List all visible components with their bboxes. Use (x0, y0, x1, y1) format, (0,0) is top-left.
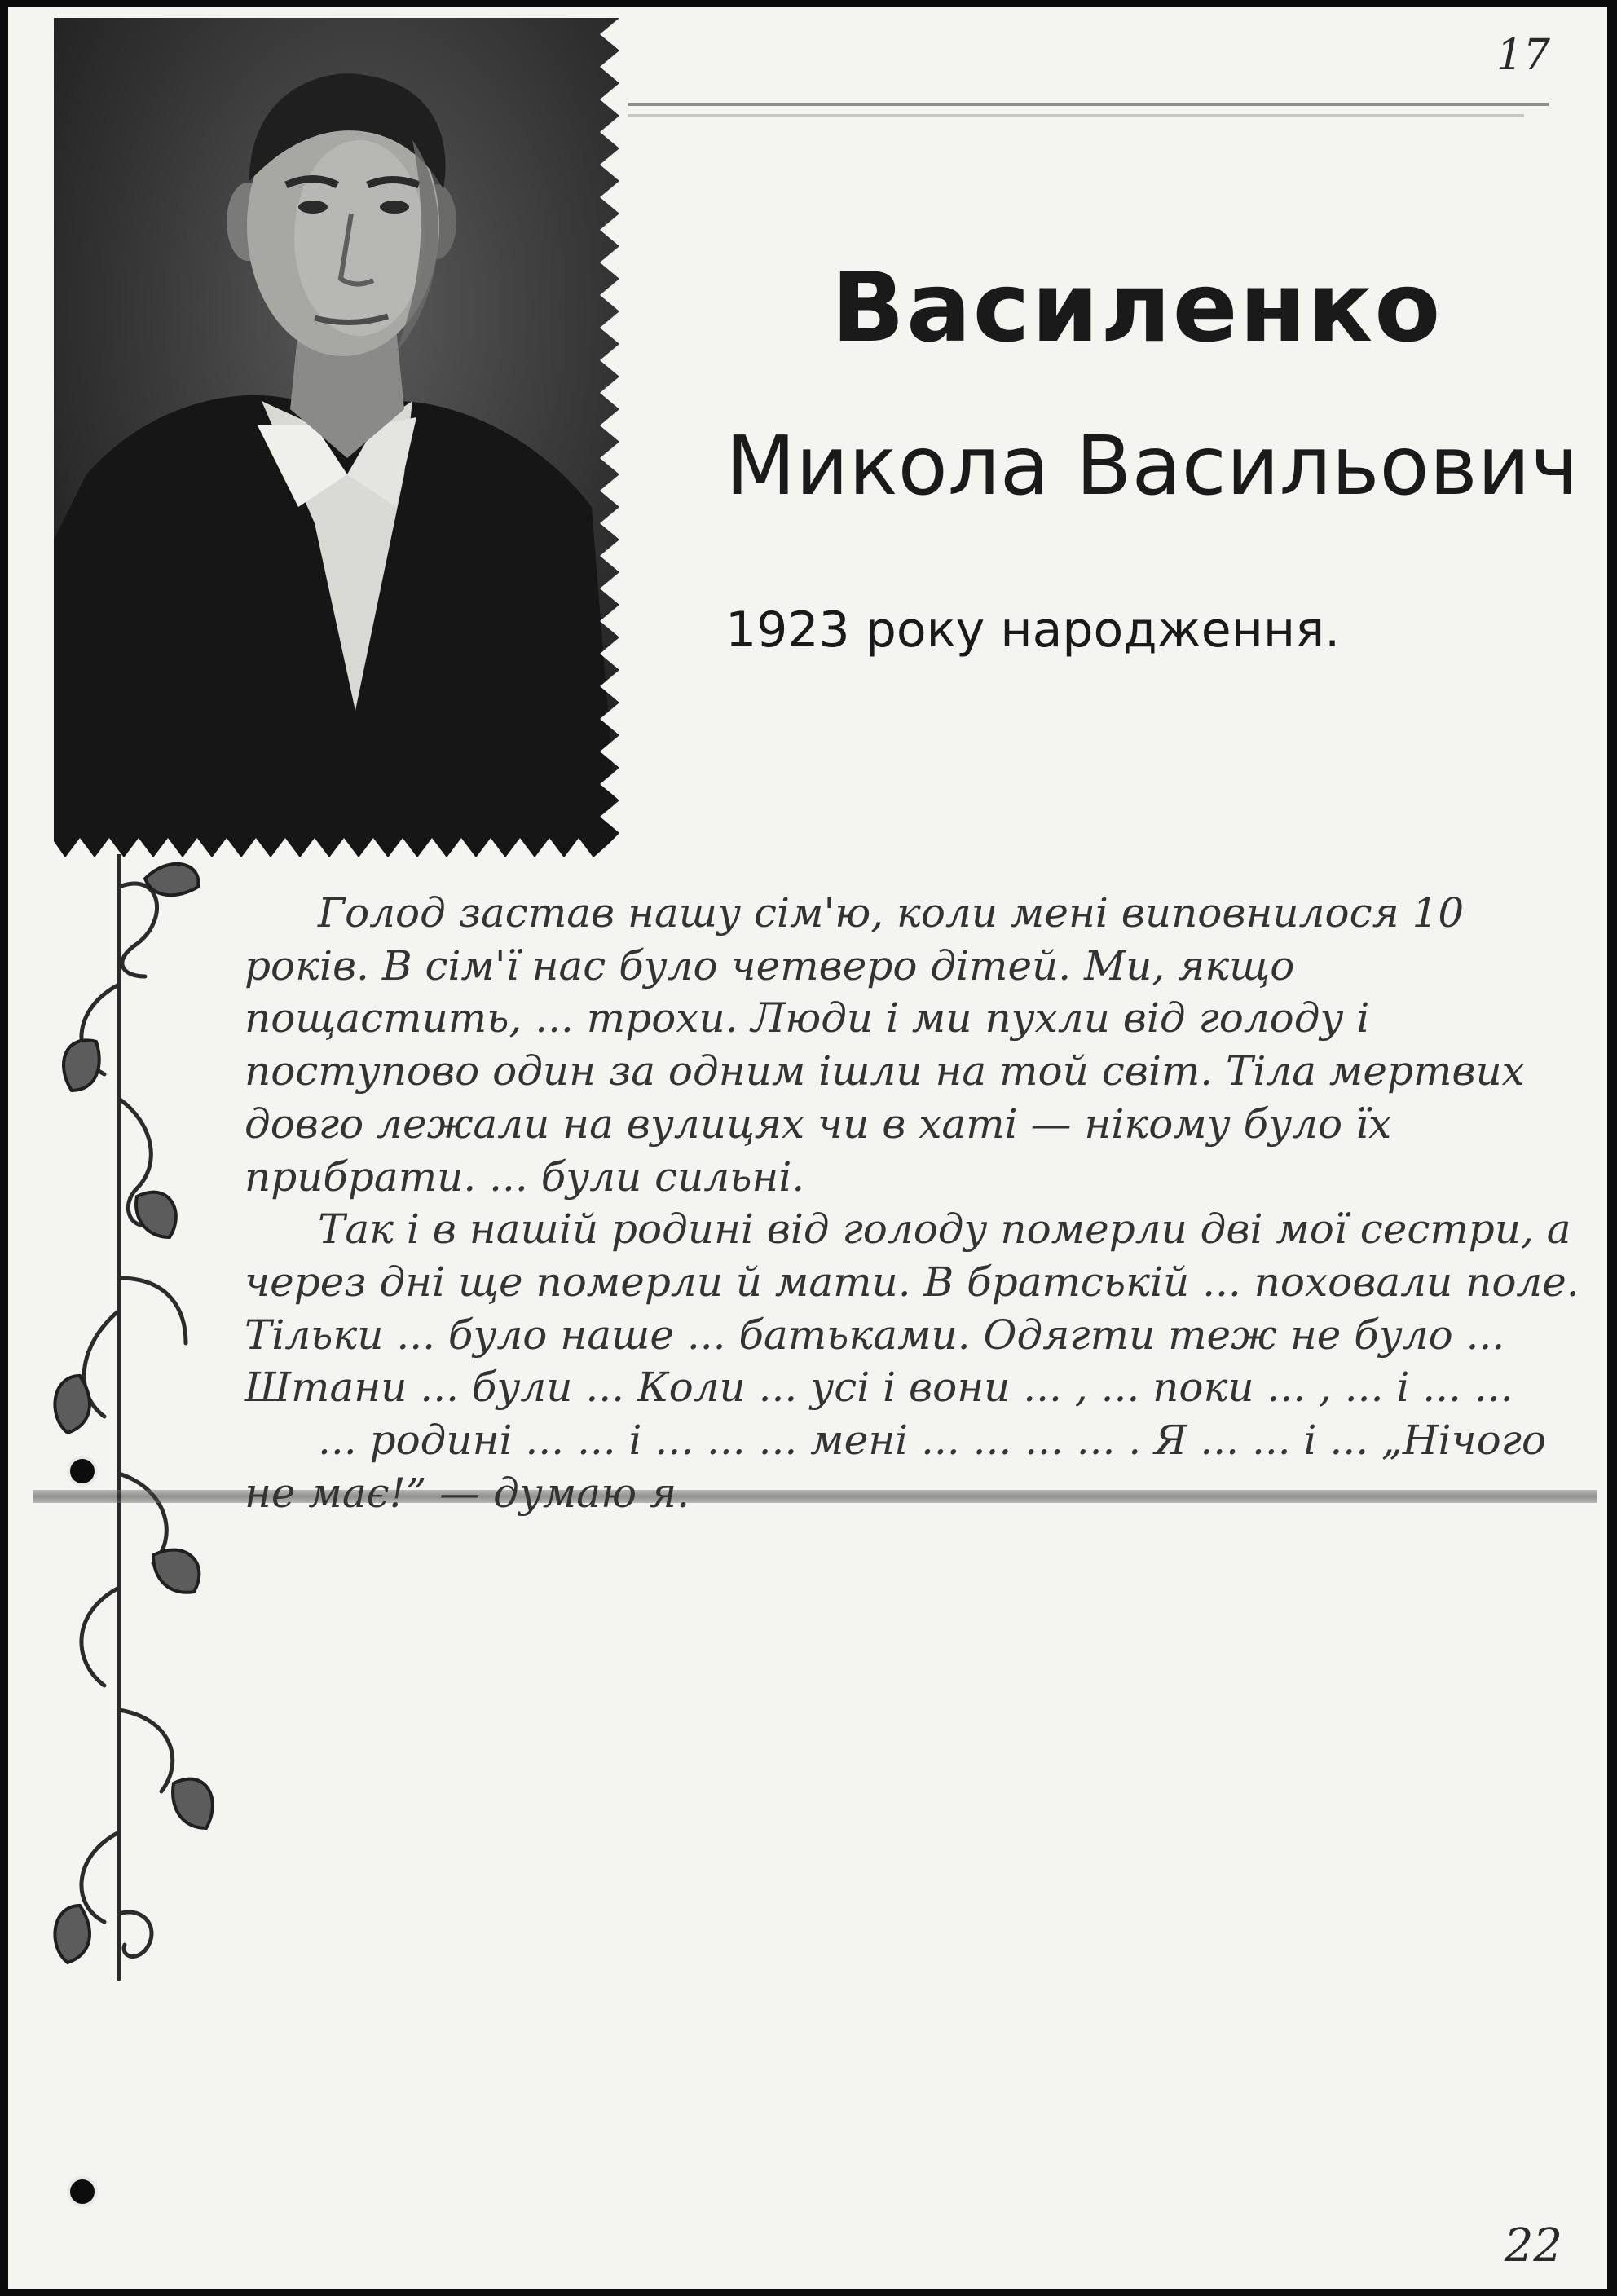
testimony-paragraph: Голод застав нашу сім'ю, коли мені виповнилося 10 років. В сім'ї нас було четверо дітей. Ми, якщо пощастить, ... трохи. Люди і ми пухли від голоду і поступово один за одним ішли на той світ. Тіла мертвих довго лежали на вулицях чи в хаті — нікому було їх прибрати. ... були сильні. (245, 889, 1525, 1201)
scan-artifact-line (628, 103, 1549, 106)
document-page (8, 7, 1607, 2289)
punch-hole (67, 2176, 98, 2207)
person-surname: Василенко (831, 251, 1443, 364)
testimony-paragraph: ... родині ... ... і ... ... ... мені ... ... ... ... . Я ... ... і ... „Нічого не має!” — думаю я. (245, 1417, 1547, 1517)
person-given-names: Микола Васильович (725, 418, 1579, 513)
testimony-paragraph: Так і в нашій родині від голоду померли дві мої сестри, а через дні ще померли й мати. В братській ... поховали поле. Тільки ... було наше ... батьками. Одягти теж не було ... Штани ... були ... Коли ... усі і вони ... , ... поки ... , ... і ... ... (245, 1205, 1580, 1412)
vine-ornament (47, 854, 259, 1987)
portrait-photo (54, 18, 619, 857)
handwritten-testimony (245, 887, 1581, 1519)
scan-artifact-line (628, 114, 1524, 117)
page-number-top: 17 (1496, 31, 1550, 80)
page-number-bottom: 22 (1504, 2219, 1562, 2272)
birth-year-line: 1923 року народження. (725, 602, 1341, 659)
